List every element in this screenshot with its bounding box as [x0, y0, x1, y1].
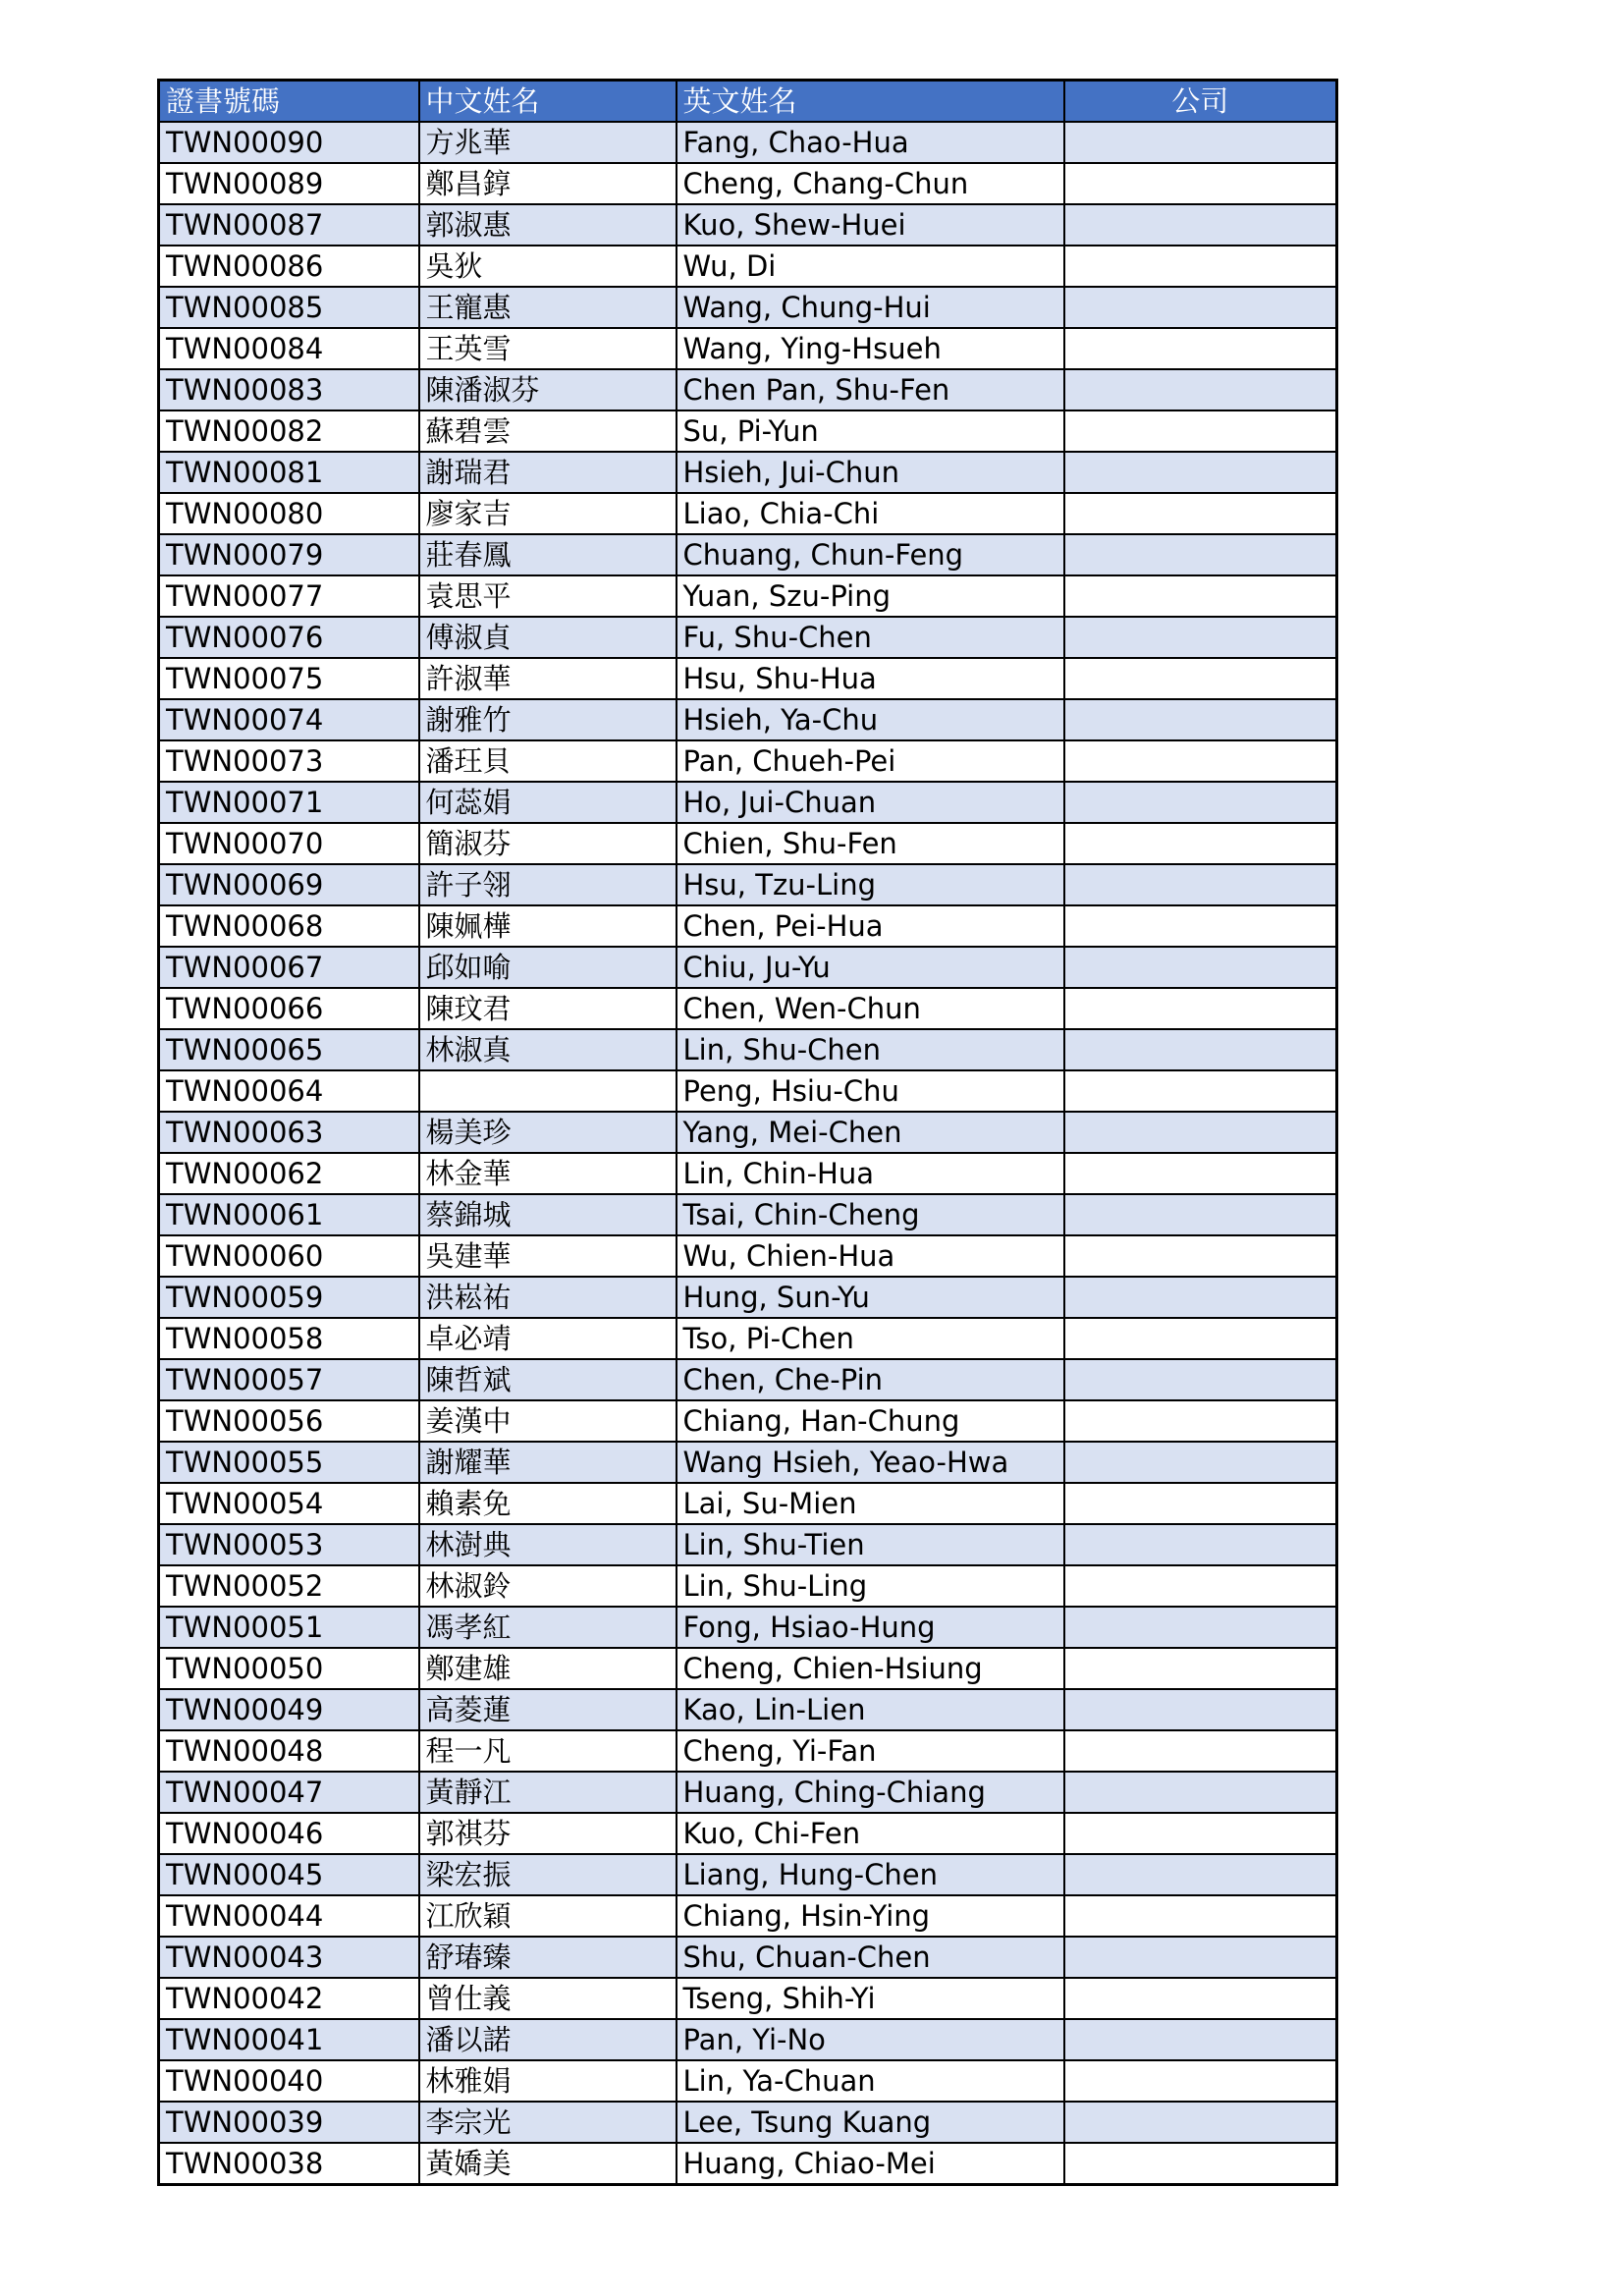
certificate-number-cell: TWN00059: [159, 1277, 419, 1318]
chinese-name-cell: 林澍典: [419, 1524, 677, 1565]
certificate-sheet: [157, 79, 1335, 2186]
english-name-cell: Hsu, Shu-Hua: [677, 658, 1064, 699]
certificate-number-cell: TWN00038: [159, 2143, 419, 2185]
table-row: [159, 1937, 1337, 1978]
english-name-cell: Cheng, Yi-Fan: [677, 1730, 1064, 1772]
certificate-number-cell: TWN00066: [159, 988, 419, 1029]
table-row: [159, 988, 1337, 1029]
certificate-number-cell: TWN00062: [159, 1153, 419, 1194]
certificate-number-cell: TWN00075: [159, 658, 419, 699]
table-row: [159, 328, 1337, 369]
company-cell: [1064, 328, 1337, 369]
english-name-cell: Wang, Ying-Hsueh: [677, 328, 1064, 369]
certificate-number-cell: TWN00045: [159, 1854, 419, 1895]
company-cell: [1064, 410, 1337, 452]
english-name-cell: Chen, Wen-Chun: [677, 988, 1064, 1029]
company-cell: [1064, 658, 1337, 699]
certificate-number-cell: TWN00041: [159, 2019, 419, 2060]
certificate-number-cell: TWN00080: [159, 493, 419, 534]
table-row: [159, 1442, 1337, 1483]
certificate-number-cell: TWN00061: [159, 1194, 419, 1235]
company-cell: [1064, 452, 1337, 493]
chinese-name-cell: [419, 1070, 677, 1112]
table-row: [159, 452, 1337, 493]
chinese-name-cell: 卓必靖: [419, 1318, 677, 1359]
table-row: [159, 1070, 1337, 1112]
english-name-cell: Chuang, Chun-Feng: [677, 534, 1064, 575]
chinese-name-cell: 郭淑惠: [419, 204, 677, 246]
certificate-number-cell: TWN00076: [159, 617, 419, 658]
english-name-cell: Hung, Sun-Yu: [677, 1277, 1064, 1318]
english-name-cell: Lin, Shu-Tien: [677, 1524, 1064, 1565]
certificate-number-cell: TWN00068: [159, 905, 419, 947]
table-row: [159, 864, 1337, 905]
english-name-cell: Chen, Che-Pin: [677, 1359, 1064, 1400]
company-cell: [1064, 782, 1337, 823]
table-row: [159, 204, 1337, 246]
company-cell: [1064, 1524, 1337, 1565]
company-cell: [1064, 2102, 1337, 2143]
chinese-name-cell: 梁宏振: [419, 1854, 677, 1895]
company-cell: [1064, 1359, 1337, 1400]
certificate-number-cell: TWN00071: [159, 782, 419, 823]
english-name-cell: Kuo, Shew-Huei: [677, 204, 1064, 246]
english-name-cell: Fu, Shu-Chen: [677, 617, 1064, 658]
english-name-cell: Wu, Chien-Hua: [677, 1235, 1064, 1277]
certificate-number-cell: TWN00046: [159, 1813, 419, 1854]
english-name-cell: Yuan, Szu-Ping: [677, 575, 1064, 617]
table-row: [159, 1153, 1337, 1194]
certificate-number-cell: TWN00051: [159, 1607, 419, 1648]
company-cell: [1064, 617, 1337, 658]
chinese-name-cell: 袁思平: [419, 575, 677, 617]
company-cell: [1064, 1937, 1337, 1978]
english-name-cell: Ho, Jui-Chuan: [677, 782, 1064, 823]
certificate-number-cell: TWN00083: [159, 369, 419, 410]
table-row: [159, 1978, 1337, 2019]
english-name-cell: Wang, Chung-Hui: [677, 287, 1064, 328]
certificate-number-cell: TWN00060: [159, 1235, 419, 1277]
company-cell: [1064, 1895, 1337, 1937]
company-cell: [1064, 699, 1337, 740]
company-cell: [1064, 1029, 1337, 1070]
chinese-name-cell: 洪崧祐: [419, 1277, 677, 1318]
chinese-name-cell: 莊春鳳: [419, 534, 677, 575]
certificate-number-cell: TWN00074: [159, 699, 419, 740]
certificate-number-cell: TWN00067: [159, 947, 419, 988]
certificate-number-cell: TWN00070: [159, 823, 419, 864]
company-cell: [1064, 122, 1337, 163]
table-row: [159, 905, 1337, 947]
table-row: [159, 1648, 1337, 1689]
english-name-cell: Chiang, Han-Chung: [677, 1400, 1064, 1442]
table-row: [159, 1524, 1337, 1565]
english-name-cell: Pan, Yi-No: [677, 2019, 1064, 2060]
english-name-cell: Yang, Mei-Chen: [677, 1112, 1064, 1153]
chinese-name-cell: 簡淑芬: [419, 823, 677, 864]
company-cell: [1064, 1854, 1337, 1895]
english-name-cell: Shu, Chuan-Chen: [677, 1937, 1064, 1978]
table-row: [159, 1235, 1337, 1277]
certificate-number-cell: TWN00082: [159, 410, 419, 452]
chinese-name-cell: 李宗光: [419, 2102, 677, 2143]
company-cell: [1064, 1813, 1337, 1854]
table-row: [159, 1400, 1337, 1442]
company-cell: [1064, 988, 1337, 1029]
chinese-name-cell: 馮孝紅: [419, 1607, 677, 1648]
chinese-name-cell: 楊美珍: [419, 1112, 677, 1153]
table-row: [159, 1359, 1337, 1400]
english-name-cell: Lai, Su-Mien: [677, 1483, 1064, 1524]
company-cell: [1064, 1483, 1337, 1524]
english-name-cell: Lin, Shu-Chen: [677, 1029, 1064, 1070]
company-cell: [1064, 493, 1337, 534]
chinese-name-cell: 謝雅竹: [419, 699, 677, 740]
company-cell: [1064, 2060, 1337, 2102]
table-row: [159, 1813, 1337, 1854]
certificate-number-cell: TWN00047: [159, 1772, 419, 1813]
chinese-name-cell: 蔡錦城: [419, 1194, 677, 1235]
english-name-cell: Liang, Hung-Chen: [677, 1854, 1064, 1895]
english-name-cell: Wang Hsieh, Yeao-Hwa: [677, 1442, 1064, 1483]
table-header: [159, 81, 1337, 123]
chinese-name-cell: 鄭昌錞: [419, 163, 677, 204]
table-row: [159, 1730, 1337, 1772]
chinese-name-cell: 高菱蓮: [419, 1689, 677, 1730]
english-name-cell: Lee, Tsung Kuang: [677, 2102, 1064, 2143]
table-row: [159, 740, 1337, 782]
certificate-number-cell: TWN00049: [159, 1689, 419, 1730]
chinese-name-cell: 蘇碧雲: [419, 410, 677, 452]
certificate-number-cell: TWN00048: [159, 1730, 419, 1772]
certificate-number-cell: TWN00054: [159, 1483, 419, 1524]
company-cell: [1064, 2019, 1337, 2060]
table-row: [159, 1483, 1337, 1524]
table-row: [159, 1277, 1337, 1318]
english-name-cell: Lin, Shu-Ling: [677, 1565, 1064, 1607]
company-cell: [1064, 369, 1337, 410]
table-row: [159, 287, 1337, 328]
company-cell: [1064, 1648, 1337, 1689]
certificate-number-cell: TWN00042: [159, 1978, 419, 2019]
certificate-number-cell: TWN00085: [159, 287, 419, 328]
table-row: [159, 2060, 1337, 2102]
chinese-name-cell: 許淑華: [419, 658, 677, 699]
company-cell: [1064, 246, 1337, 287]
company-cell: [1064, 2143, 1337, 2185]
english-name-cell: Kuo, Chi-Fen: [677, 1813, 1064, 1854]
chinese-name-cell: 何蕊娟: [419, 782, 677, 823]
chinese-name-cell: 黃靜江: [419, 1772, 677, 1813]
table-body: [159, 122, 1337, 2185]
certificate-number-cell: TWN00079: [159, 534, 419, 575]
chinese-name-cell: 林雅娟: [419, 2060, 677, 2102]
company-cell: [1064, 1235, 1337, 1277]
company-cell: [1064, 1607, 1337, 1648]
certificate-number-cell: TWN00053: [159, 1524, 419, 1565]
company-cell: [1064, 905, 1337, 947]
chinese-name-cell: 姜漢中: [419, 1400, 677, 1442]
certificate-number-cell: TWN00052: [159, 1565, 419, 1607]
table-row: [159, 1689, 1337, 1730]
chinese-name-cell: 方兆華: [419, 122, 677, 163]
english-name-cell: Peng, Hsiu-Chu: [677, 1070, 1064, 1112]
english-name-cell: Tsai, Chin-Cheng: [677, 1194, 1064, 1235]
english-name-cell: Liao, Chia-Chi: [677, 493, 1064, 534]
certificate-number-cell: TWN00089: [159, 163, 419, 204]
company-cell: [1064, 1070, 1337, 1112]
certificate-number-cell: TWN00039: [159, 2102, 419, 2143]
english-name-cell: Cheng, Chang-Chun: [677, 163, 1064, 204]
chinese-name-cell: 黃嬌美: [419, 2143, 677, 2185]
company-cell: [1064, 204, 1337, 246]
chinese-name-cell: 廖家吉: [419, 493, 677, 534]
company-cell: [1064, 1277, 1337, 1318]
chinese-name-cell: 陳姵樺: [419, 905, 677, 947]
chinese-name-cell: 謝耀華: [419, 1442, 677, 1483]
certificate-number-cell: TWN00058: [159, 1318, 419, 1359]
certificate-number-cell: TWN00090: [159, 122, 419, 163]
table-row: [159, 1854, 1337, 1895]
chinese-name-cell: 林金華: [419, 1153, 677, 1194]
english-name-cell: Huang, Ching-Chiang: [677, 1772, 1064, 1813]
chinese-name-cell: 陳玟君: [419, 988, 677, 1029]
english-name-cell: Cheng, Chien-Hsiung: [677, 1648, 1064, 1689]
certificate-number-cell: TWN00043: [159, 1937, 419, 1978]
english-name-cell: Chen, Pei-Hua: [677, 905, 1064, 947]
english-name-cell: Fong, Hsiao-Hung: [677, 1607, 1064, 1648]
table-row: [159, 1112, 1337, 1153]
header-english-name: 英文姓名: [677, 81, 1064, 123]
table-row: [159, 369, 1337, 410]
company-cell: [1064, 534, 1337, 575]
english-name-cell: Fang, Chao-Hua: [677, 122, 1064, 163]
table-row: [159, 1895, 1337, 1937]
certificate-number-cell: TWN00087: [159, 204, 419, 246]
header-row: [159, 81, 1337, 123]
header-certificate-number: 證書號碼: [159, 81, 419, 123]
certificate-number-cell: TWN00055: [159, 1442, 419, 1483]
table-row: [159, 122, 1337, 163]
english-name-cell: Chen Pan, Shu-Fen: [677, 369, 1064, 410]
english-name-cell: Chien, Shu-Fen: [677, 823, 1064, 864]
table-row: [159, 534, 1337, 575]
chinese-name-cell: 郭祺芬: [419, 1813, 677, 1854]
english-name-cell: Huang, Chiao-Mei: [677, 2143, 1064, 2185]
chinese-name-cell: 江欣穎: [419, 1895, 677, 1937]
table-row: [159, 1029, 1337, 1070]
chinese-name-cell: 謝瑞君: [419, 452, 677, 493]
chinese-name-cell: 吳狄: [419, 246, 677, 287]
english-name-cell: Chiang, Hsin-Ying: [677, 1895, 1064, 1937]
company-cell: [1064, 1978, 1337, 2019]
english-name-cell: Tseng, Shih-Yi: [677, 1978, 1064, 2019]
company-cell: [1064, 947, 1337, 988]
table-row: [159, 2019, 1337, 2060]
english-name-cell: Lin, Ya-Chuan: [677, 2060, 1064, 2102]
english-name-cell: Lin, Chin-Hua: [677, 1153, 1064, 1194]
table-row: [159, 410, 1337, 452]
certificate-number-cell: TWN00073: [159, 740, 419, 782]
certificate-table: [157, 79, 1338, 2186]
table-row: [159, 699, 1337, 740]
chinese-name-cell: 陳哲斌: [419, 1359, 677, 1400]
certificate-number-cell: TWN00086: [159, 246, 419, 287]
table-row: [159, 2102, 1337, 2143]
chinese-name-cell: 陳潘淑芬: [419, 369, 677, 410]
company-cell: [1064, 1194, 1337, 1235]
chinese-name-cell: 傅淑貞: [419, 617, 677, 658]
table-row: [159, 1772, 1337, 1813]
english-name-cell: Hsieh, Ya-Chu: [677, 699, 1064, 740]
table-row: [159, 782, 1337, 823]
company-cell: [1064, 1400, 1337, 1442]
english-name-cell: Su, Pi-Yun: [677, 410, 1064, 452]
company-cell: [1064, 1112, 1337, 1153]
table-row: [159, 658, 1337, 699]
english-name-cell: Chiu, Ju-Yu: [677, 947, 1064, 988]
chinese-name-cell: 潘以諾: [419, 2019, 677, 2060]
certificate-number-cell: TWN00063: [159, 1112, 419, 1153]
certificate-number-cell: TWN00050: [159, 1648, 419, 1689]
company-cell: [1064, 1730, 1337, 1772]
company-cell: [1064, 1318, 1337, 1359]
company-cell: [1064, 1689, 1337, 1730]
english-name-cell: Hsu, Tzu-Ling: [677, 864, 1064, 905]
certificate-number-cell: TWN00084: [159, 328, 419, 369]
chinese-name-cell: 潘玨貝: [419, 740, 677, 782]
table-row: [159, 246, 1337, 287]
certificate-number-cell: TWN00044: [159, 1895, 419, 1937]
certificate-number-cell: TWN00077: [159, 575, 419, 617]
table-row: [159, 1565, 1337, 1607]
table-row: [159, 823, 1337, 864]
certificate-number-cell: TWN00040: [159, 2060, 419, 2102]
chinese-name-cell: 王寵惠: [419, 287, 677, 328]
table-row: [159, 1607, 1337, 1648]
english-name-cell: Pan, Chueh-Pei: [677, 740, 1064, 782]
table-row: [159, 163, 1337, 204]
certificate-number-cell: TWN00056: [159, 1400, 419, 1442]
english-name-cell: Kao, Lin-Lien: [677, 1689, 1064, 1730]
certificate-number-cell: TWN00057: [159, 1359, 419, 1400]
chinese-name-cell: 鄭建雄: [419, 1648, 677, 1689]
english-name-cell: Hsieh, Jui-Chun: [677, 452, 1064, 493]
certificate-number-cell: TWN00065: [159, 1029, 419, 1070]
chinese-name-cell: 曾仕義: [419, 1978, 677, 2019]
header-chinese-name: 中文姓名: [419, 81, 677, 123]
company-cell: [1064, 740, 1337, 782]
chinese-name-cell: 林淑鈴: [419, 1565, 677, 1607]
english-name-cell: Tso, Pi-Chen: [677, 1318, 1064, 1359]
table-row: [159, 2143, 1337, 2185]
chinese-name-cell: 吳建華: [419, 1235, 677, 1277]
table-row: [159, 1318, 1337, 1359]
chinese-name-cell: 林淑真: [419, 1029, 677, 1070]
english-name-cell: Wu, Di: [677, 246, 1064, 287]
company-cell: [1064, 1153, 1337, 1194]
table-row: [159, 575, 1337, 617]
company-cell: [1064, 287, 1337, 328]
company-cell: [1064, 1565, 1337, 1607]
table-row: [159, 617, 1337, 658]
chinese-name-cell: 舒瑃臻: [419, 1937, 677, 1978]
company-cell: [1064, 823, 1337, 864]
table-row: [159, 1194, 1337, 1235]
chinese-name-cell: 邱如喻: [419, 947, 677, 988]
certificate-number-cell: TWN00069: [159, 864, 419, 905]
certificate-number-cell: TWN00064: [159, 1070, 419, 1112]
chinese-name-cell: 賴素免: [419, 1483, 677, 1524]
chinese-name-cell: 程一凡: [419, 1730, 677, 1772]
chinese-name-cell: 王英雪: [419, 328, 677, 369]
chinese-name-cell: 許子翎: [419, 864, 677, 905]
company-cell: [1064, 575, 1337, 617]
company-cell: [1064, 1442, 1337, 1483]
company-cell: [1064, 864, 1337, 905]
certificate-number-cell: TWN00081: [159, 452, 419, 493]
table-row: [159, 493, 1337, 534]
table-row: [159, 947, 1337, 988]
company-cell: [1064, 1772, 1337, 1813]
company-cell: [1064, 163, 1337, 204]
header-company: 公司: [1064, 81, 1337, 123]
